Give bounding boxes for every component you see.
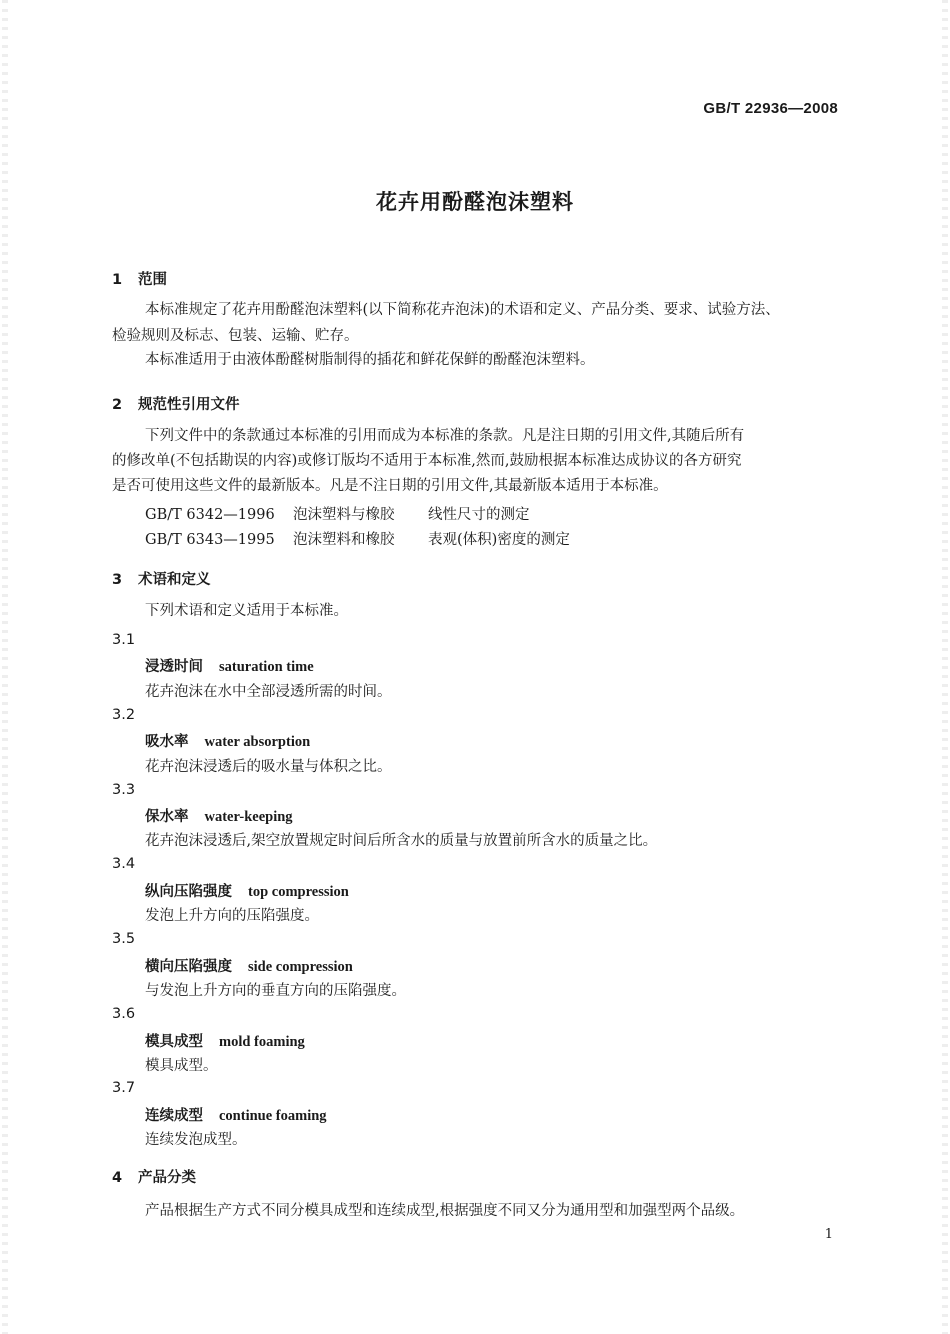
section-3-heading (112, 568, 211, 589)
section-1-paragraph-1 (145, 298, 845, 323)
clause-number: 3.5 (112, 931, 136, 947)
term-definition: 花卉泡沫在水中全部浸透所需的时间。 (145, 684, 392, 700)
paragraph-line: 是否可使用这些文件的最新版本。凡是不注日期的引用文件,其最新版本适用于本标准。 (112, 478, 668, 494)
term-definition: 模具成型。 (145, 1058, 218, 1074)
term-entry (145, 1104, 327, 1125)
section-title: 范围 (138, 272, 167, 288)
term-zh: 浸透时间 (145, 659, 203, 675)
clause-number: 3.7 (112, 1080, 136, 1096)
paragraph-line: 检验规则及标志、包装、运输、贮存。 (112, 328, 359, 344)
paragraph-line: 本标准适用于由液体酚醛树脂制得的插花和鲜花保鲜的酚醛泡沫塑料。 (145, 352, 595, 368)
term-entry (145, 1030, 305, 1051)
term-en: saturation time (219, 659, 314, 675)
term-zh: 模具成型 (145, 1034, 203, 1050)
reference-item (145, 503, 530, 524)
term-entry (145, 880, 349, 901)
section-title: 规范性引用文件 (138, 397, 240, 413)
reference-material: 泡沫塑料与橡胶 (293, 507, 395, 523)
reference-title: 线性尺寸的测定 (428, 507, 530, 523)
paragraph-line: 的修改单(不包括勘误的内容)或修订版均不适用于本标准,然而,鼓励根据本标准达成协议的各方研究 (112, 453, 742, 469)
paragraph-line: 下列文件中的条款通过本标准的引用而成为本标准的条款。凡是注日期的引用文件,其随后所有 (145, 428, 745, 444)
paragraph-line: 下列术语和定义适用于本标准。 (145, 603, 348, 619)
section-4-heading (112, 1166, 196, 1187)
term-en: mold foaming (219, 1034, 305, 1050)
term-zh: 纵向压陷强度 (145, 884, 232, 900)
document-title: 花卉用酚醛泡沫塑料 (376, 190, 574, 214)
paragraph-line: 产品根据生产方式不同分模具成型和连续成型,根据强度不同又分为通用型和加强型两个品级。 (145, 1203, 745, 1219)
paragraph-line: 本标准规定了花卉用酚醛泡沫塑料(以下简称花卉泡沫)的术语和定义、产品分类、要求、试验方法、 (145, 302, 780, 318)
section-title: 术语和定义 (138, 572, 211, 588)
term-definition: 与发泡上升方向的垂直方向的压陷强度。 (145, 983, 406, 999)
standard-number: GB/T 22936—2008 (703, 100, 838, 117)
section-1-heading (112, 268, 167, 289)
clause-number: 3.6 (112, 1006, 136, 1022)
term-zh: 横向压陷强度 (145, 959, 232, 975)
section-2-heading (112, 393, 240, 414)
section-title: 产品分类 (138, 1170, 196, 1186)
section-number: 1 (112, 272, 123, 288)
section-3-intro (145, 599, 348, 624)
term-en: water-keeping (204, 809, 293, 825)
section-4-paragraph (145, 1199, 845, 1224)
term-entry (145, 805, 293, 826)
page-number: 1 (824, 1227, 833, 1242)
term-definition: 发泡上升方向的压陷强度。 (145, 908, 319, 924)
clause-number: 3.3 (112, 782, 136, 798)
section-1-paragraph-2 (145, 348, 845, 373)
clause-number: 3.2 (112, 707, 136, 723)
term-zh: 吸水率 (145, 734, 189, 750)
term-en: continue foaming (219, 1108, 327, 1124)
term-en: top compression (248, 884, 349, 900)
term-entry (145, 655, 314, 676)
section-number: 4 (112, 1170, 123, 1186)
reference-item (145, 528, 570, 549)
section-2-paragraph (145, 424, 845, 449)
reference-code: GB/T 6343—1995 (145, 532, 275, 548)
term-definition: 连续发泡成型。 (145, 1132, 247, 1148)
term-en: water absorption (204, 734, 311, 750)
term-definition: 花卉泡沫浸透后,架空放置规定时间后所含水的质量与放置前所含水的质量之比。 (145, 833, 658, 849)
reference-title: 表观(体积)密度的测定 (428, 532, 570, 548)
reference-code: GB/T 6342—1996 (145, 507, 275, 523)
clause-number: 3.4 (112, 856, 136, 872)
section-number: 2 (112, 397, 123, 413)
term-definition: 花卉泡沫浸透后的吸水量与体积之比。 (145, 759, 392, 775)
section-2-paragraph-cont (112, 449, 847, 499)
section-number: 3 (112, 572, 123, 588)
term-zh: 保水率 (145, 809, 189, 825)
term-zh: 连续成型 (145, 1108, 203, 1124)
section-1-paragraph-1-cont (112, 324, 842, 349)
clause-number: 3.1 (112, 632, 136, 648)
term-entry (145, 955, 353, 976)
reference-material: 泡沫塑料和橡胶 (293, 532, 395, 548)
term-en: side compression (248, 959, 353, 975)
term-entry (145, 730, 310, 751)
